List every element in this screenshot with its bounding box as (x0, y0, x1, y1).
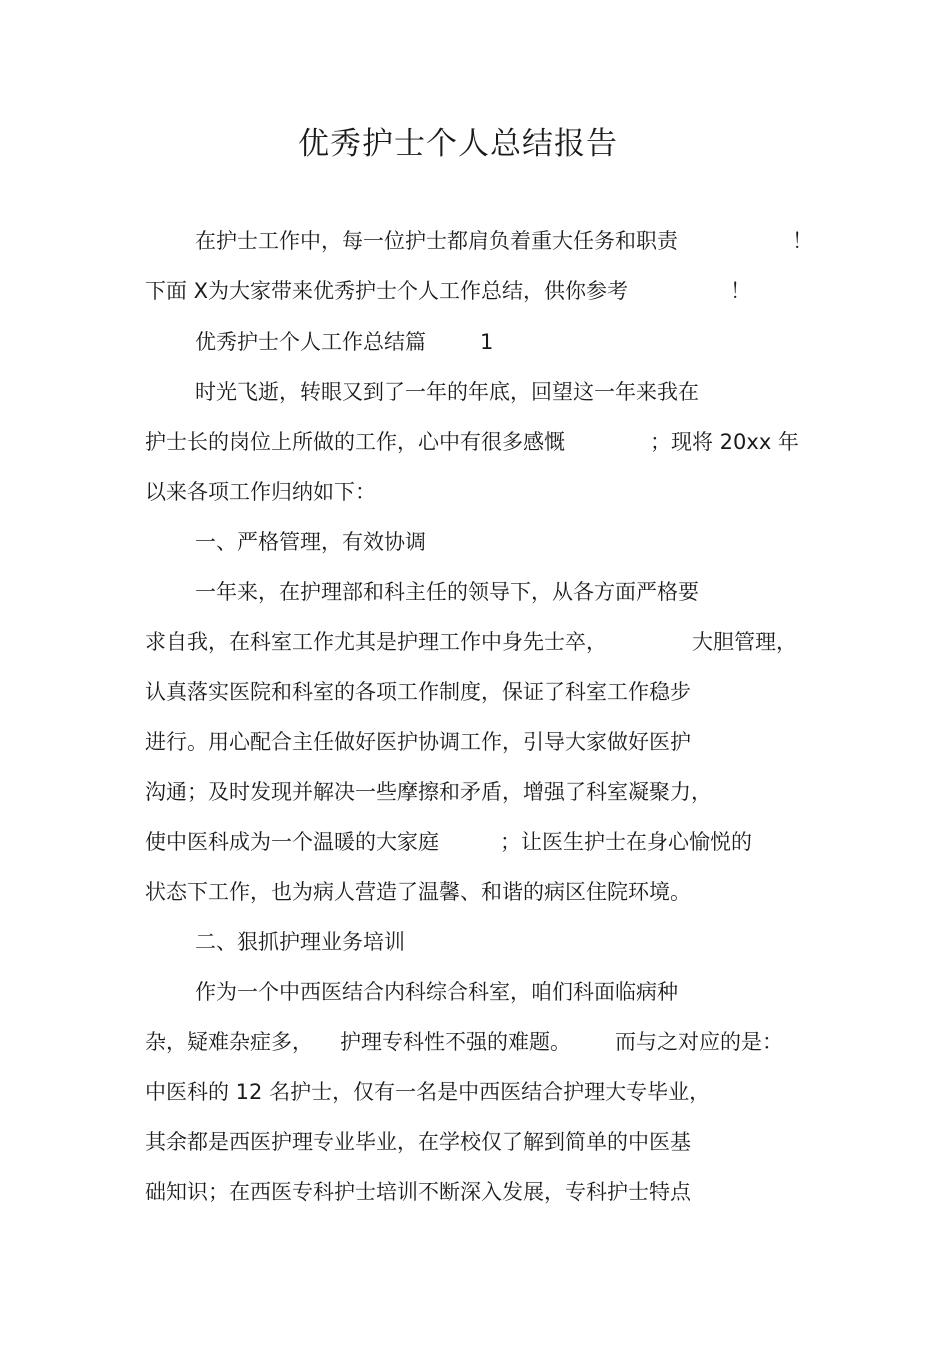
text-segment: 中医科的 12 名护士，仅有一名是中西医结合护理大专毕业， (145, 1080, 711, 1104)
paragraph-line (0, 627, 950, 657)
text-segment: 杂，疑难杂症多， (145, 1030, 313, 1054)
text-segment: 时光飞逝，转眼又到了一年的年底，回望这一年来我在 (195, 380, 699, 404)
paragraph-line (0, 577, 950, 607)
paragraph-line (0, 827, 950, 857)
paragraph-line (0, 677, 950, 707)
text-segment: 进行。用心配合主任做好医护协调工作，引导大家做好医护 (145, 730, 691, 754)
text-segment: 在护士工作中，每一位护士都肩负着重大任务和职责 (195, 229, 678, 253)
text-segment: 使中医科成为一个温暖的大家庭 (145, 830, 439, 854)
paragraph-line (0, 977, 950, 1007)
text-segment: 认真落实医院和科室的各项工作制度，保证了科室工作稳步 (145, 680, 691, 704)
text-segment: ；现将 20xx 年 (650, 430, 799, 454)
text-segment: ！ (792, 229, 813, 253)
paragraph-line (0, 1027, 950, 1057)
text-segment: 大胆管理， (692, 630, 797, 654)
paragraph-line (0, 427, 950, 457)
text-segment: 作为一个中西医结合内科综合科室，咱们科面临病种 (195, 980, 678, 1004)
text-segment: 优秀护士个人工作总结篇 (195, 330, 426, 354)
text-segment: 而与之对应的是： (615, 1030, 783, 1054)
text-segment: 状态下工作，也为病人营造了温馨、和谐的病区住院环境。 (145, 880, 691, 904)
text-segment: 下面 X为大家带来优秀护士个人工作总结，供你参考 (145, 279, 629, 303)
section-heading (0, 327, 950, 357)
text-segment: 沟通；及时发现并解决一些摩擦和矛盾，增强了科室凝聚力， (145, 780, 712, 804)
section-heading (0, 527, 950, 557)
text-segment: 以来各项工作归纳如下： (145, 480, 376, 504)
text-segment: 护士长的岗位上所做的工作，心中有很多感慨 (145, 430, 565, 454)
text-segment: 其余都是西医护理专业毕业，在学校仅了解到简单的中医基 (145, 1130, 691, 1154)
paragraph-line (0, 1127, 950, 1157)
paragraph-line (0, 777, 950, 807)
paragraph-line (0, 727, 950, 757)
text-segment: 一、严格管理，有效协调 (195, 530, 426, 554)
paragraph-line (0, 477, 950, 507)
paragraph-line (0, 1177, 950, 1207)
document-title: 优秀护士个人总结报告 (298, 126, 618, 162)
section-heading (0, 927, 950, 957)
text-segment: 础知识；在西医专科护士培训不断深入发展，专科护士特点 (145, 1180, 691, 1204)
paragraph-line (0, 276, 950, 306)
text-segment: 一年来，在护理部和科主任的领导下，从各方面严格要 (195, 580, 699, 604)
text-segment: 1 (480, 330, 494, 354)
paragraph-line (0, 877, 950, 907)
text-segment: 护理专科性不强的难题。 (340, 1030, 571, 1054)
paragraph-line (0, 226, 950, 256)
text-segment: 二、狠抓护理业务培训 (195, 930, 405, 954)
text-segment: ！ (730, 279, 751, 303)
text-segment: 求自我，在科室工作尤其是护理工作中身先士卒， (145, 630, 607, 654)
paragraph-line (0, 1077, 950, 1107)
paragraph-line (0, 377, 950, 407)
text-segment: ；让医生护士在身心愉悦的 (500, 830, 752, 854)
